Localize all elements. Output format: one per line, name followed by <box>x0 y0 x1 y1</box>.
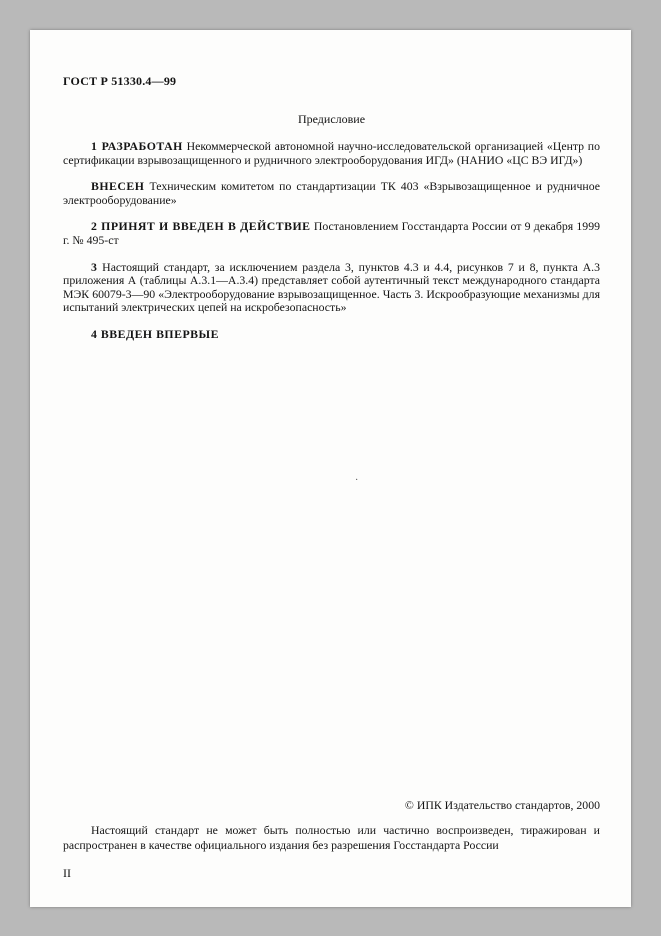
doc-title: Предисловие <box>297 112 366 126</box>
paragraph-text: Некоммерческой автономной научно-исследовательской организацией «Центр по сертификации взрывозащищенного и рудничного электрооборудования ИГД» (НАНИО «ЦС ВЭ ИГД») <box>63 139 601 167</box>
paragraph-lead: 4 ВВЕДЕН ВПЕРВЫЕ <box>91 326 220 341</box>
foreword-paragraph-2 <box>63 180 600 207</box>
paragraph-text: Техническим комитетом по стандартизации ТК 403 «Взрывозащищенное и рудничное электрооборудование» <box>63 179 600 207</box>
foreword-paragraph-4 <box>63 261 600 315</box>
reproduction-restriction-note: Настоящий стандарт не может быть полностью или частично воспроизведен, тиражирован и распространен в качестве официального издания без разрешения Госстандарта России <box>63 823 600 852</box>
paragraph-lead: 2 ПРИНЯТ И ВВЕДЕН В ДЕЙСТВИЕ <box>91 219 311 234</box>
paragraph-lead: 3 <box>91 259 98 274</box>
paragraph-lead: ВНЕСЕН <box>91 179 145 194</box>
paragraph-text: Постановлением Госстандарта России от 9 декабря 1999 г. № 495-ст <box>63 219 600 247</box>
foreword-paragraph-1 <box>63 140 600 167</box>
page-number: II <box>63 866 71 880</box>
paragraph-text: Настоящий стандарт, за исключением раздела 3, пунктов 4.3 и 4.4, рисунков 7 и 8, пункта А.3 приложения А (таблицы А.3.1—А.3.4) представляет собой аутентичный текст международного стандарта МЭК 60079-3—90 «Электрооборудование взрывозащищенное. Часть 3. Искрообразующие механизмы для испытаний электрических цепей на искробезопасность» <box>63 259 600 315</box>
copyright-line: © ИПК Издательство стандартов, 2000 <box>404 798 600 812</box>
doc-code: ГОСТ Р 51330.4—99 <box>63 74 177 88</box>
foreword-paragraph-5 <box>63 328 600 342</box>
scan-artifact-dot: · <box>355 475 359 486</box>
paragraph-lead: 1 РАЗРАБОТАН <box>91 139 183 153</box>
foreword-paragraph-3 <box>63 220 600 247</box>
document-page <box>30 30 631 907</box>
